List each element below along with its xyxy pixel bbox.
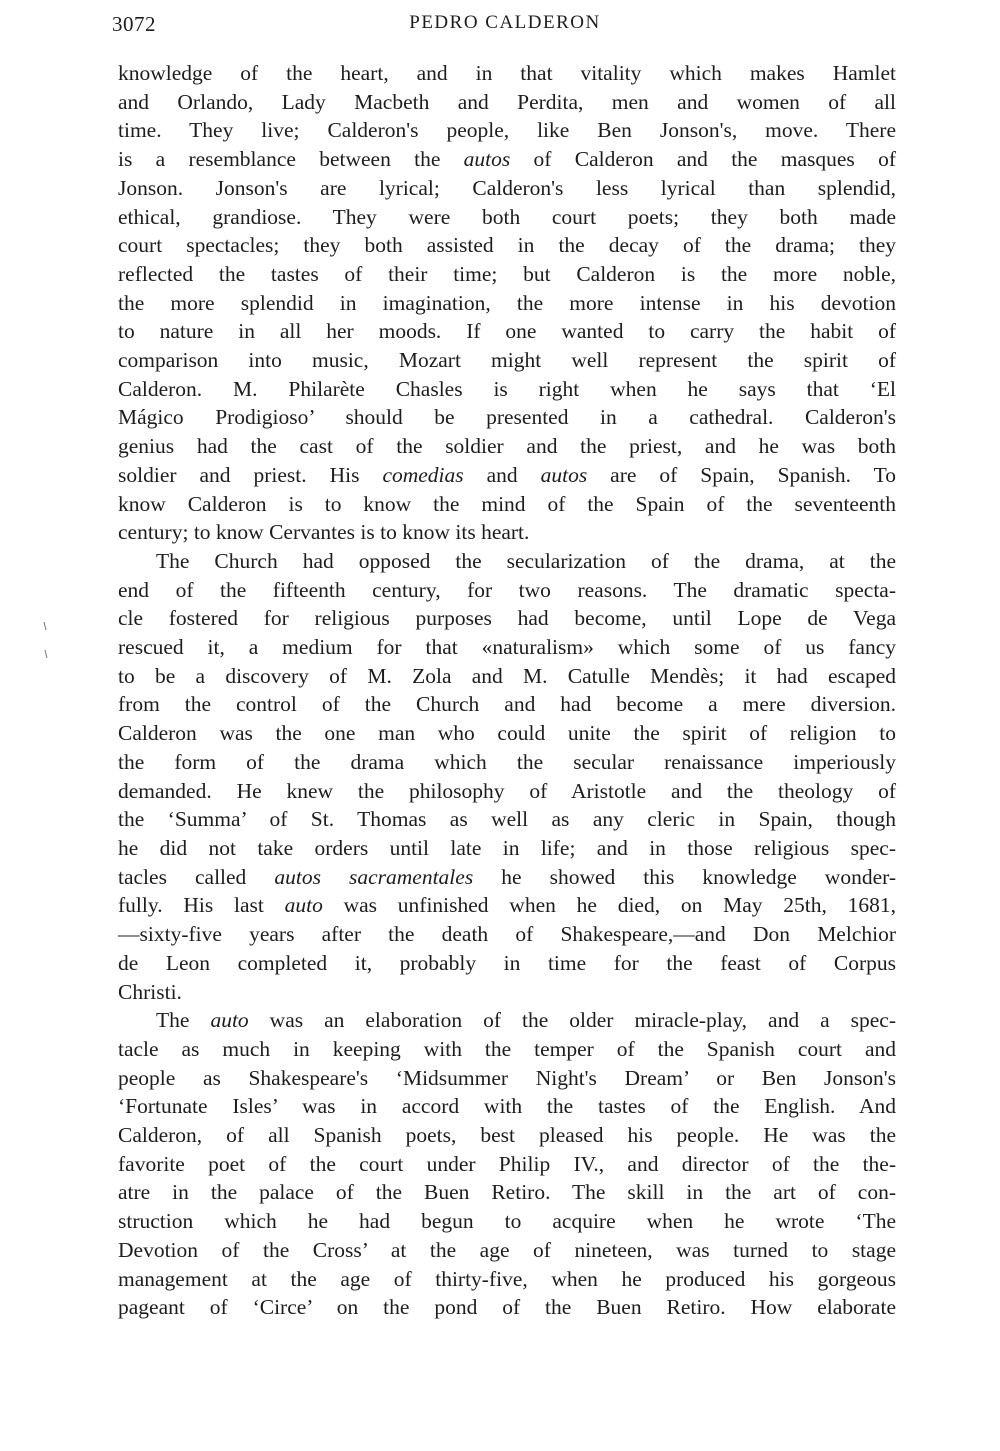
- text-line: management at the age of thirty-five, when he produced his gorgeous: [118, 1266, 896, 1291]
- text-line: the form of the drama which the secular renaissance imperiously: [118, 749, 896, 774]
- text-line: end of the fifteenth century, for two reasons. The dramatic specta-: [118, 577, 896, 602]
- text-line: century; to know Cervantes is to know its heart.: [118, 520, 530, 545]
- text-line: court spectacles; they both assisted in the decay of the drama; they: [118, 233, 896, 258]
- paragraph: [118, 59, 896, 547]
- paragraph: [118, 1006, 896, 1322]
- text-line: cle fostered for religious purposes had become, until Lope de Vega: [118, 606, 896, 631]
- text-line: soldier and priest. His comedias and autos are of Spain, Spanish. To: [118, 462, 897, 487]
- text-line: and Orlando, Lady Macbeth and Perdita, men and women of all: [118, 89, 896, 114]
- text-line: is a resemblance between the autos of Calderon and the masques of: [118, 147, 896, 172]
- text-line: people as Shakespeare's ‘Midsummer Night's Dream’ or Ben Jonson's: [118, 1065, 896, 1090]
- text-line: The Church had opposed the secularization of the drama, at the: [156, 548, 896, 573]
- text-line: the ‘Summa’ of St. Thomas as well as any cleric in Spain, though: [118, 807, 896, 832]
- text-line: Devotion of the Cross’ at the age of nineteen, was turned to stage: [118, 1237, 896, 1262]
- text-line: ‘Fortunate Isles’ was in accord with the tastes of the English. And: [118, 1094, 896, 1119]
- text-line: Calderon was the one man who could unite the spirit of religion to: [118, 721, 896, 746]
- text-line: favorite poet of the court under Philip IV., and director of the the-: [118, 1151, 896, 1176]
- margin-specks: [40, 620, 54, 670]
- text-line: ethical, grandiose. They were both court poets; they both made: [118, 204, 896, 229]
- text-line: de Leon completed it, probably in time for the feast of Corpus: [118, 950, 896, 975]
- text-line: to be a discovery of M. Zola and M. Catulle Mendès; it had escaped: [118, 663, 896, 688]
- body-text: [118, 59, 896, 1322]
- text-line: —sixty-five years after the death of Shakespeare,—and Don Melchior: [118, 922, 896, 947]
- text-line: The auto was an elaboration of the older miracle-play, and a spec-: [156, 1008, 896, 1033]
- text-line: demanded. He knew the philosophy of Aristotle and the theology of: [118, 778, 896, 803]
- page-header: [112, 8, 898, 38]
- text-line: from the control of the Church and had become a mere diversion.: [118, 692, 896, 717]
- text-line: genius had the cast of the soldier and the priest, and he was both: [118, 434, 896, 459]
- text-line: rescued it, a medium for that «naturalism» which some of us fancy: [118, 635, 896, 660]
- text-line: Jonson. Jonson's are lyrical; Calderon's less lyrical than splendid,: [118, 175, 896, 200]
- text-line: he did not take orders until late in life; and in those religious spec-: [118, 835, 896, 860]
- text-line: fully. His last auto was unfinished when he died, on May 25th, 1681,: [118, 893, 896, 918]
- text-line: tacle as much in keeping with the temper of the Spanish court and: [118, 1036, 896, 1061]
- page-number: 3072: [112, 12, 156, 36]
- text-line: struction which he had begun to acquire when he wrote ‘The: [118, 1209, 896, 1234]
- text-line: Calderon, of all Spanish poets, best pleased his people. He was the: [118, 1123, 896, 1148]
- paragraph: [118, 547, 896, 1006]
- text-line: atre in the palace of the Buen Retiro. The skill in the art of con-: [118, 1180, 896, 1205]
- text-line: know Calderon is to know the mind of the Spain of the seventeenth: [118, 491, 896, 516]
- text-line: time. They live; Calderon's people, like Ben Jonson's, move. There: [118, 118, 896, 143]
- text-line: Christi.: [118, 979, 182, 1004]
- text-line: Calderon. M. Philarète Chasles is right when he says that ‘El: [118, 376, 896, 401]
- text-line: Mágico Prodigioso’ should be presented in a cathedral. Calderon's: [118, 405, 896, 430]
- running-title: PEDRO CALDERON: [409, 12, 601, 33]
- text-line: the more splendid in imagination, the more intense in his devotion: [118, 290, 896, 315]
- text-line: reflected the tastes of their time; but Calderon is the more noble,: [118, 261, 896, 286]
- text-line: to nature in all her moods. If one wanted to carry the habit of: [118, 319, 896, 344]
- text-line: knowledge of the heart, and in that vitality which makes Hamlet: [118, 61, 896, 85]
- text-line: pageant of ‘Circe’ on the pond of the Buen Retiro. How elaborate: [118, 1295, 896, 1320]
- text-line: comparison into music, Mozart might well represent the spirit of: [118, 348, 896, 373]
- text-line: tacles called autos sacramentales he showed this knowledge wonder-: [118, 864, 896, 889]
